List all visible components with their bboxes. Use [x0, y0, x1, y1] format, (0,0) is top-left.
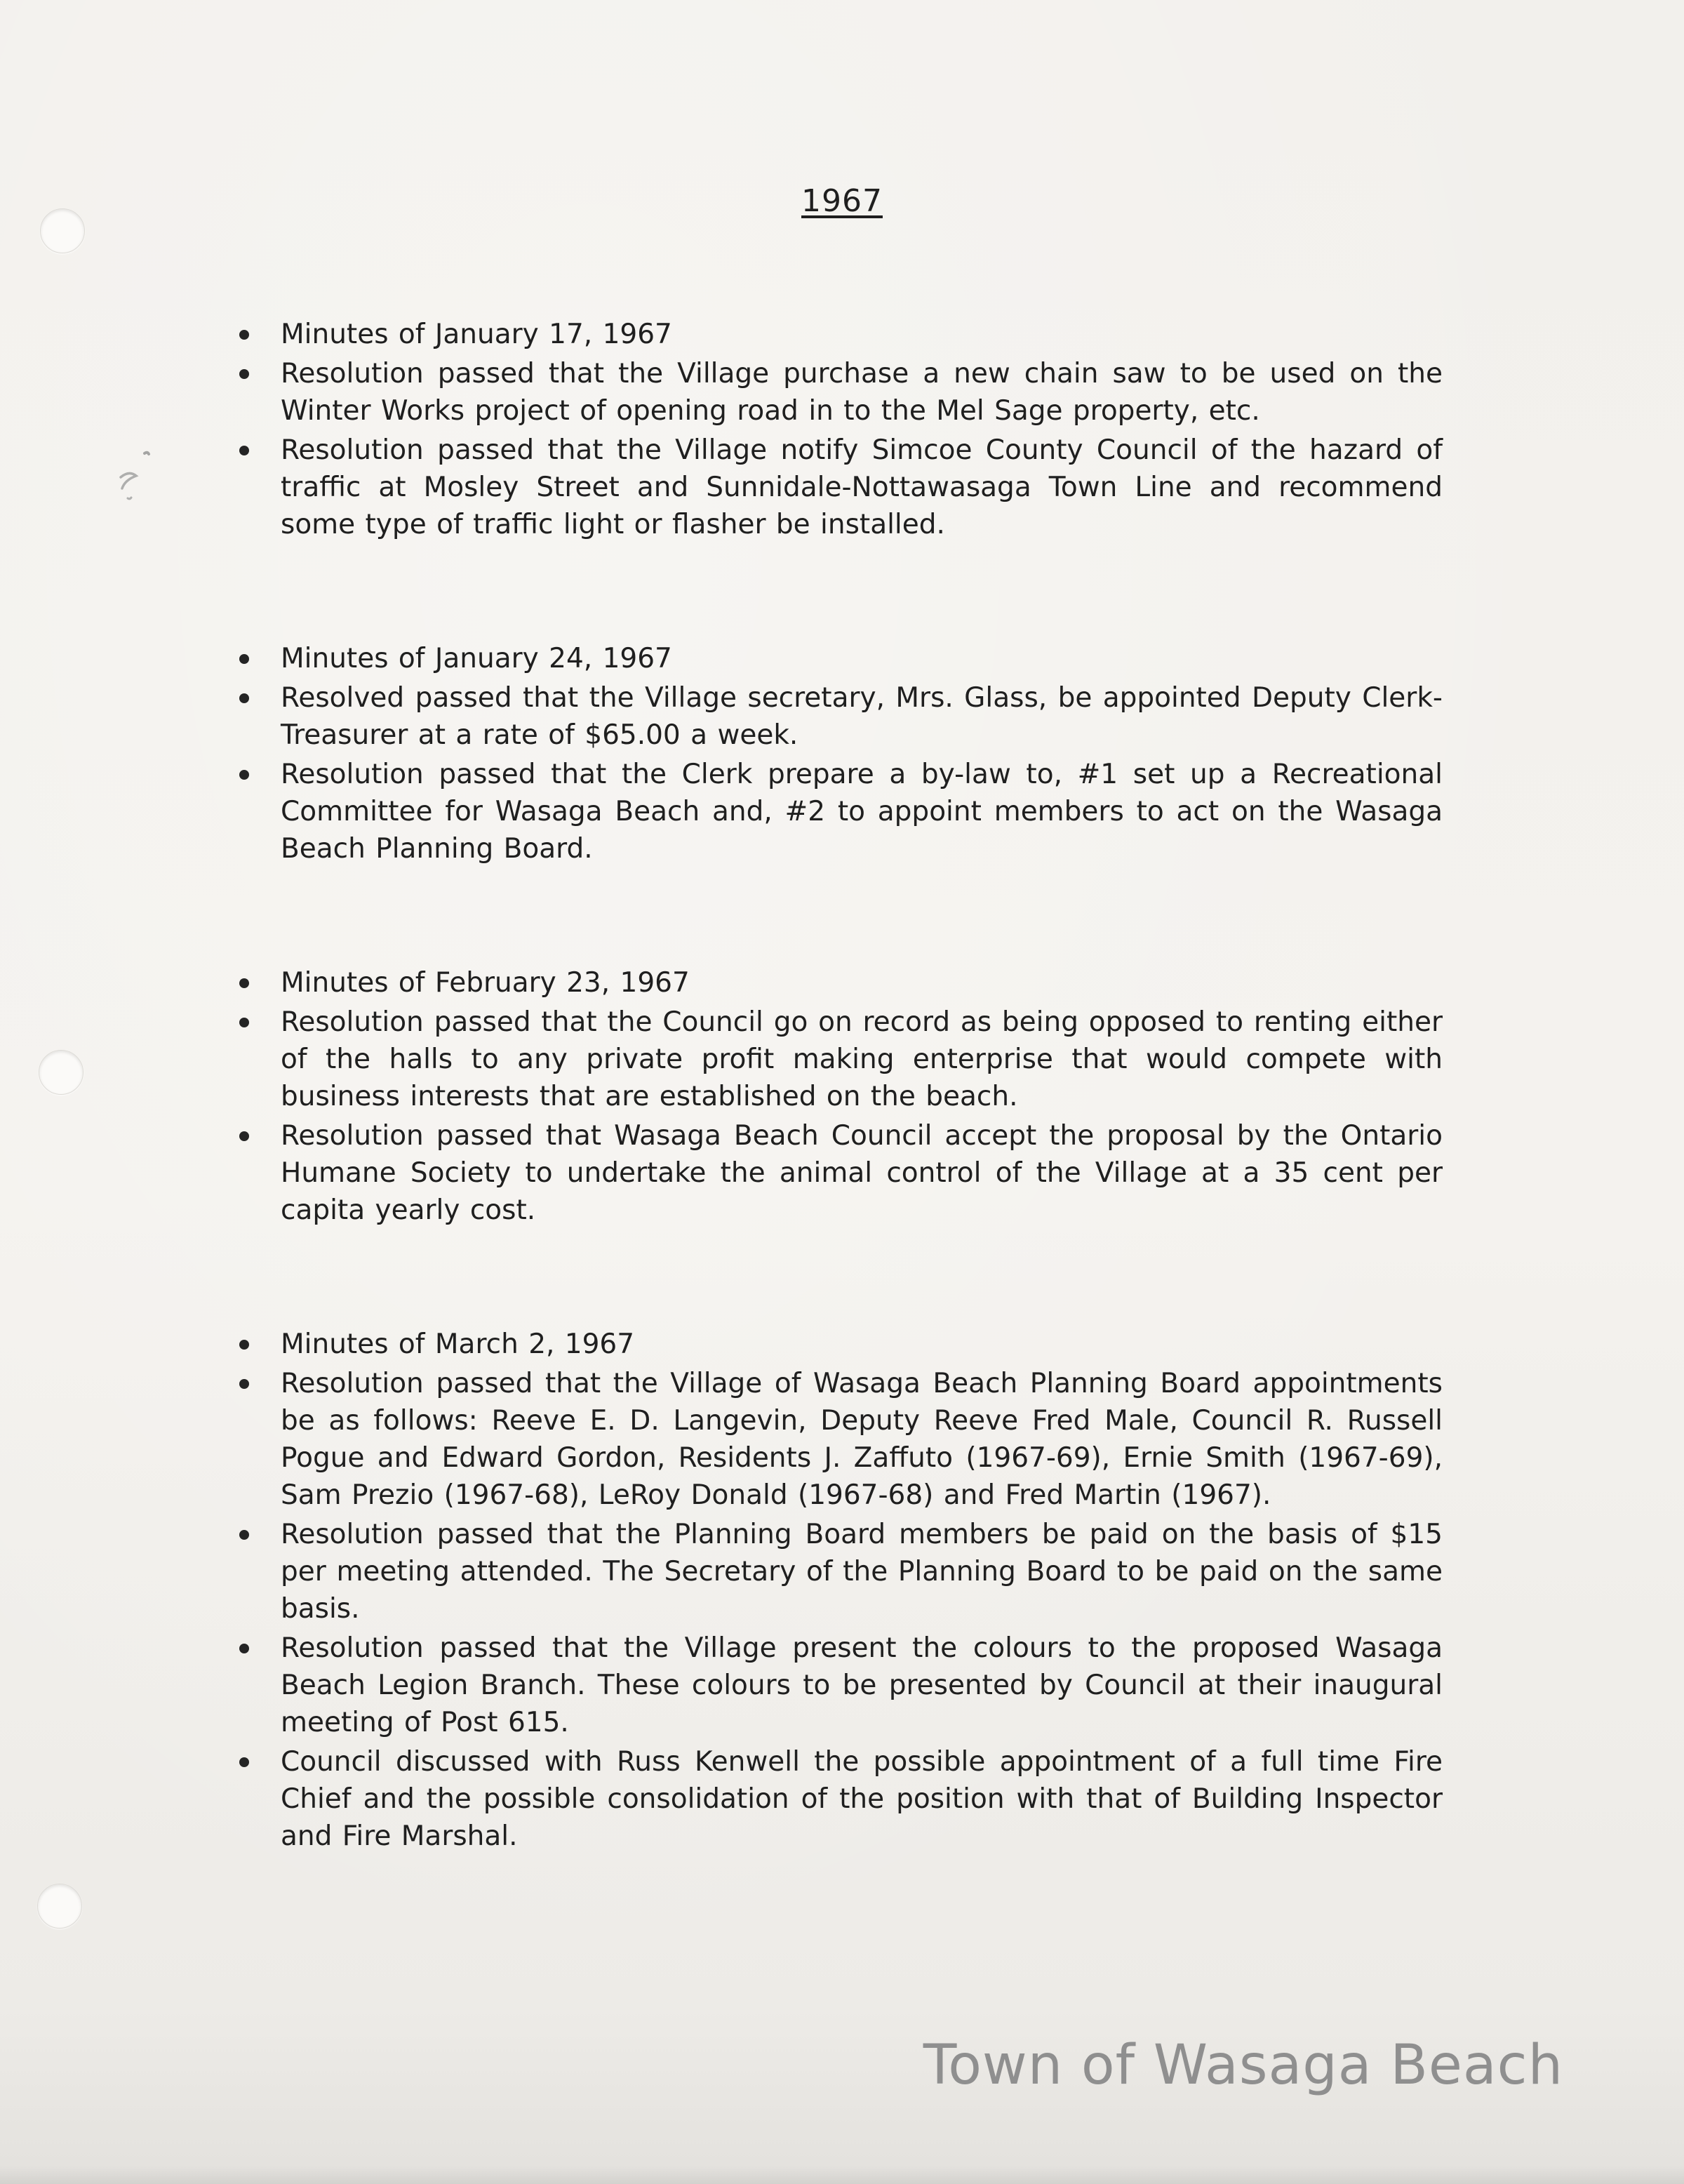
resolution-item: Resolution passed that the Village of Wasaga Beach Planning Board appointments be as follows: Reeve E. D. Langevin, Deputy Reeve Fred Male, Council R. Russell Pogue and Edward Gordon, Residents J. Zaffuto (1967-69), Ernie Smith (1967-69), Sam Prezio (1967-68), LeRoy Donald (1967-68) and Fred Martin (1967).: [281, 1365, 1443, 1514]
minutes-section-march-2: [281, 1326, 1443, 1855]
bullet-list: [281, 316, 1443, 543]
minutes-date-heading: Minutes of January 17, 1967: [281, 316, 1443, 353]
resolution-item: Resolution passed that the Clerk prepare a by-law to, #1 set up a Recreational Committee for Wasaga Beach and, #2 to appoint members to act on the Wasaga Beach Planning Board.: [281, 756, 1443, 867]
minutes-date-heading: Minutes of January 24, 1967: [281, 640, 1443, 677]
minutes-section-february-23: [281, 964, 1443, 1229]
resolution-item: Resolution passed that the Council go on record as being opposed to renting either of the halls to any private profit making enterprise that would compete with business interests that are established on the beach.: [281, 1004, 1443, 1115]
resolution-item: Resolution passed that Wasaga Beach Council accept the proposal by the Ontario Humane Society to undertake the animal control of the Village at a 35 cent per capita yearly cost.: [281, 1117, 1443, 1229]
resolution-item: Council discussed with Russ Kenwell the possible appointment of a full time Fire Chief and the possible consolidation of the position with that of Building Inspector and Fire Marshal.: [281, 1743, 1443, 1855]
punch-hole: [37, 1884, 82, 1929]
page-title-text: 1967: [801, 183, 883, 219]
bullet-list: [281, 1326, 1443, 1855]
minutes-date-heading: Minutes of February 23, 1967: [281, 964, 1443, 1001]
page-title: [0, 0, 1684, 219]
bullet-list: [281, 640, 1443, 867]
minutes-section-january-24: [281, 640, 1443, 867]
resolution-item: Resolution passed that the Village notify Simcoe County Council of the hazard of traffic at Mosley Street and Sunnidale-Nottawasaga Town Line and recommend some type of traffic light or flasher be installed.: [281, 432, 1443, 543]
watermark: Town of Wasaga Beach: [923, 2034, 1563, 2097]
punch-hole: [39, 1050, 83, 1095]
minutes-date-heading: Minutes of March 2, 1967: [281, 1326, 1443, 1363]
document-content: [281, 316, 1443, 1855]
resolution-item: Resolved passed that the Village secretary, Mrs. Glass, be appointed Deputy Clerk-Treasurer at a rate of $65.00 a week.: [281, 679, 1443, 754]
bullet-list: [281, 964, 1443, 1229]
minutes-section-january-17: [281, 316, 1443, 543]
resolution-item: Resolution passed that the Planning Board members be paid on the basis of $15 per meeting attended. The Secretary of the Planning Board to be paid on the same basis.: [281, 1516, 1443, 1627]
resolution-item: Resolution passed that the Village present the colours to the proposed Wasaga Beach Legion Branch. These colours to be presented by Council at their inaugural meeting of Post 615.: [281, 1630, 1443, 1741]
resolution-item: Resolution passed that the Village purchase a new chain saw to be used on the Winter Works project of opening road in to the Mel Sage property, etc.: [281, 355, 1443, 430]
pencil-mark: [114, 449, 163, 505]
